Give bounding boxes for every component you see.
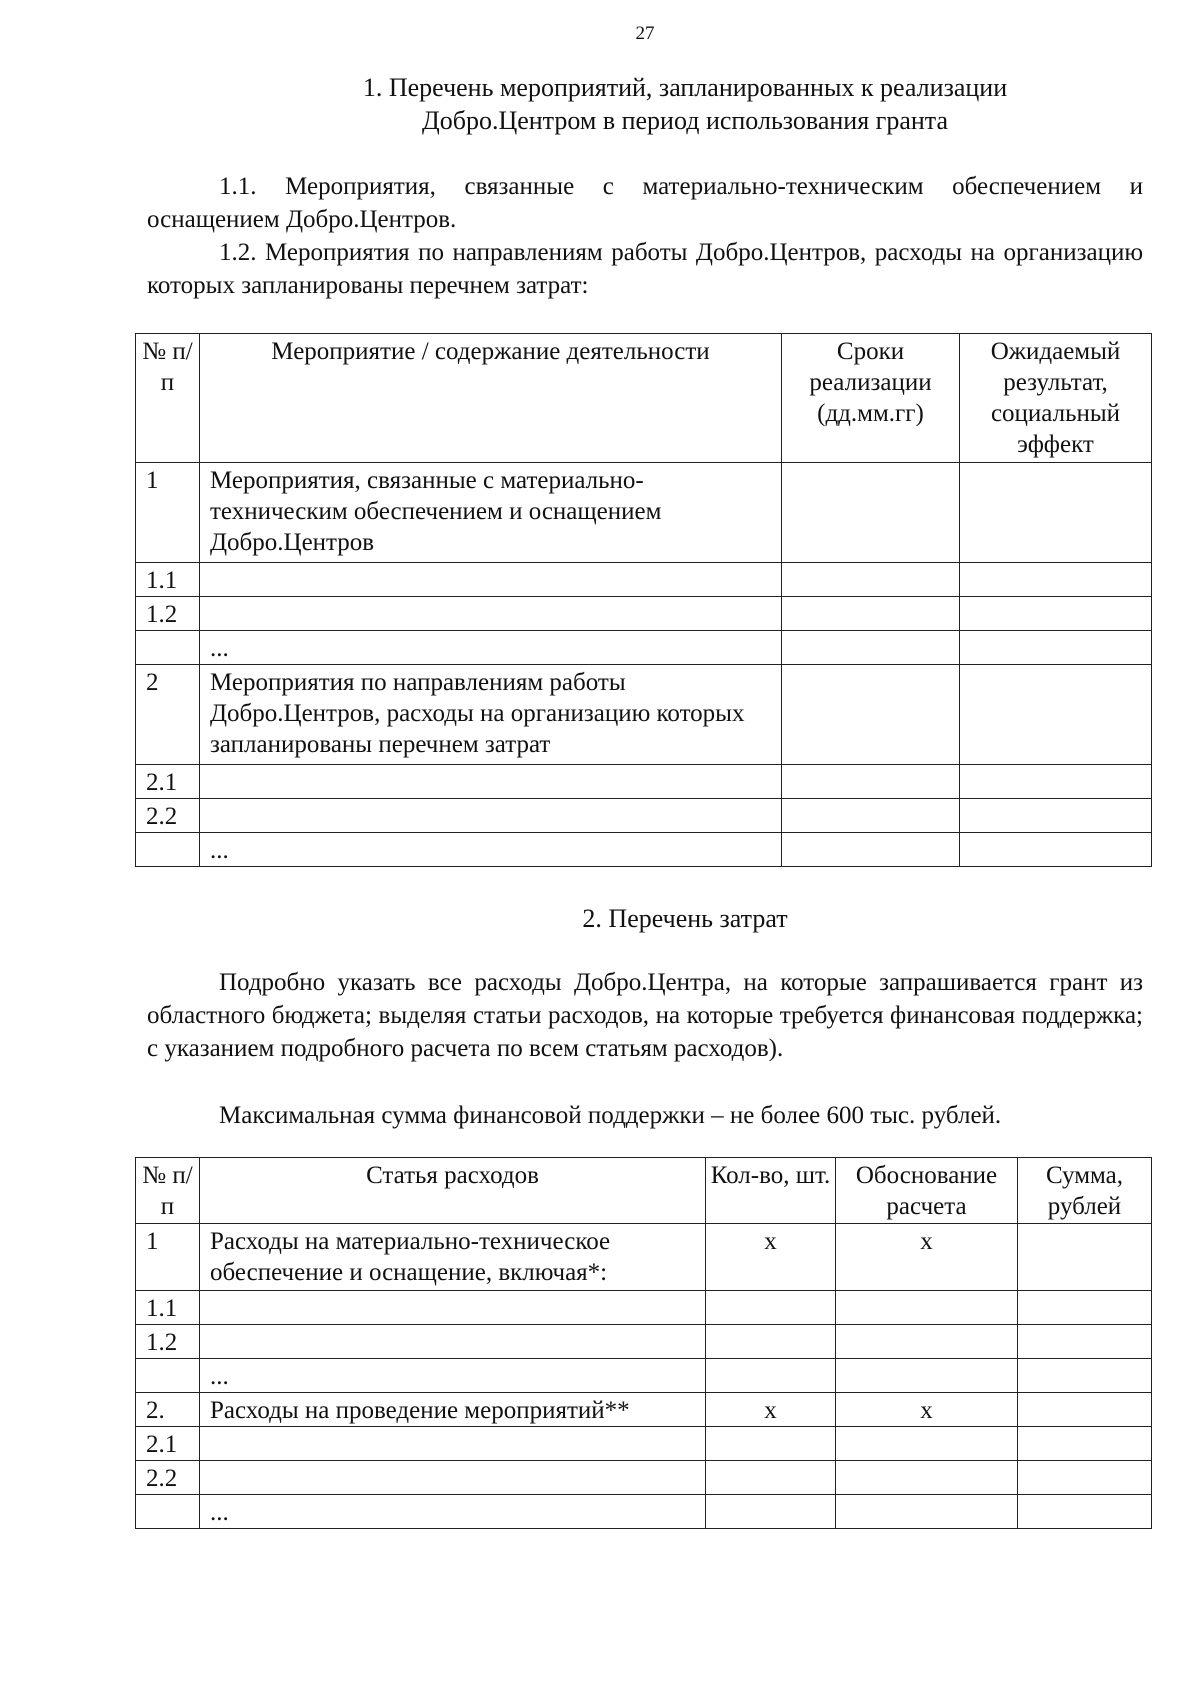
paragraph-2-2: Максимальная сумма финансовой поддержки – не более 600 тыс. рублей. — [219, 1102, 1002, 1129]
row-item — [200, 1325, 706, 1359]
row-sum — [1018, 1495, 1152, 1529]
table-row — [136, 1325, 1152, 1359]
row-sum — [1018, 1359, 1152, 1393]
row-dates — [782, 563, 960, 597]
row-result — [960, 563, 1152, 597]
row-dates — [782, 765, 960, 799]
table-row — [136, 833, 1152, 867]
row-num: 2 — [136, 665, 200, 765]
section1-title — [140, 71, 1200, 137]
header-dates: Сроки реализации (дд.мм.гг) — [782, 334, 960, 463]
row-result — [960, 765, 1152, 799]
table-row — [136, 1495, 1152, 1529]
row-qty — [706, 1427, 836, 1461]
row-dates — [782, 631, 960, 665]
header-num: № п/п — [136, 334, 200, 463]
row-basis — [836, 1427, 1018, 1461]
page-number: 27 — [635, 23, 655, 44]
events-table — [135, 333, 1152, 867]
row-num: 1 — [136, 463, 200, 563]
row-num — [136, 833, 200, 867]
row-item — [200, 1427, 706, 1461]
row-num: 1.2 — [136, 597, 200, 631]
row-basis — [836, 1461, 1018, 1495]
row-sum — [1018, 1427, 1152, 1461]
row-event — [200, 563, 782, 597]
row-qty — [706, 1291, 836, 1325]
row-sum — [1018, 1224, 1152, 1291]
table-row — [136, 1461, 1152, 1495]
row-qty — [706, 1359, 836, 1393]
table-row — [136, 563, 1152, 597]
row-dates — [782, 665, 960, 765]
row-qty — [706, 1461, 836, 1495]
row-event — [200, 799, 782, 833]
row-event: ... — [200, 631, 782, 665]
row-num: 1.1 — [136, 563, 200, 597]
row-basis — [836, 1291, 1018, 1325]
table-row — [136, 463, 1152, 563]
row-event: Мероприятия, связанные с материально-техническим обеспечением и оснащением Добро.Центров — [200, 463, 782, 563]
row-result — [960, 631, 1152, 665]
table-row — [136, 1393, 1152, 1427]
row-qty — [706, 1325, 836, 1359]
table-row — [136, 1427, 1152, 1461]
row-sum — [1018, 1461, 1152, 1495]
row-item: Расходы на проведение мероприятий** — [200, 1393, 706, 1427]
row-num: 2. — [136, 1393, 200, 1427]
row-num: 2.2 — [136, 1461, 200, 1495]
row-basis: х — [836, 1393, 1018, 1427]
expenses-table-header — [136, 1158, 1152, 1224]
row-sum — [1018, 1291, 1152, 1325]
table-row — [136, 1291, 1152, 1325]
table-row — [136, 765, 1152, 799]
table-row — [136, 1359, 1152, 1393]
row-num: 2.2 — [136, 799, 200, 833]
row-num: 1.1 — [136, 1291, 200, 1325]
table-row — [136, 631, 1152, 665]
row-num: 1 — [136, 1224, 200, 1291]
row-result — [960, 463, 1152, 563]
row-basis: х — [836, 1224, 1018, 1291]
row-basis — [836, 1325, 1018, 1359]
header-item: Статья расходов — [200, 1158, 706, 1224]
row-result — [960, 665, 1152, 765]
row-dates — [782, 463, 960, 563]
row-qty — [706, 1495, 836, 1529]
row-event — [200, 765, 782, 799]
row-basis — [836, 1359, 1018, 1393]
row-sum — [1018, 1325, 1152, 1359]
table-row — [136, 799, 1152, 833]
row-sum — [1018, 1393, 1152, 1427]
row-num: 1.2 — [136, 1325, 200, 1359]
expenses-table — [135, 1157, 1152, 1529]
section2-title: 2. Перечень затрат — [582, 904, 788, 933]
row-event: Мероприятия по направлениям работы Добро.Центров, расходы на организацию которых запланированы перечнем затрат — [200, 665, 782, 765]
paragraph-2-1: Подробно указать все расходы Добро.Центра, на которые запрашивается грант из областного бюджета; выделяя статьи расходов, на которые требуется финансовая поддержка; с указанием подробного расчета по всем статьям расходов). — [147, 969, 1143, 1062]
row-dates — [782, 833, 960, 867]
row-result — [960, 833, 1152, 867]
paragraph-1-2: 1.2. Мероприятия по направлениям работы Добро.Центров, расходы на организацию которых запланированы перечнем затрат: — [147, 239, 1143, 299]
row-num: 2.1 — [136, 1427, 200, 1461]
row-event: ... — [200, 833, 782, 867]
row-item — [200, 1461, 706, 1495]
header-num: № п/п — [136, 1158, 200, 1224]
header-basis: Обоснование расчета — [836, 1158, 1018, 1224]
table-row — [136, 665, 1152, 765]
row-item: Расходы на материально-техническое обеспечение и оснащение, включая*: — [200, 1224, 706, 1291]
row-result — [960, 597, 1152, 631]
row-num — [136, 1495, 200, 1529]
table-row — [136, 597, 1152, 631]
row-qty: х — [706, 1224, 836, 1291]
row-num: 2.1 — [136, 765, 200, 799]
header-result: Ожидаемый результат, социальный эффект — [960, 334, 1152, 463]
row-item — [200, 1291, 706, 1325]
paragraph-1-1: 1.1. Мероприятия, связанные с материально-техническим обеспечением и оснащением Добро.Центров. — [147, 173, 1143, 233]
row-item: ... — [200, 1495, 706, 1529]
row-event — [200, 597, 782, 631]
row-num — [136, 1359, 200, 1393]
section1-title-line1: 1. Перечень мероприятий, запланированных к реализации — [362, 73, 1008, 102]
row-item: ... — [200, 1359, 706, 1393]
table-row — [136, 1224, 1152, 1291]
section1-title-line2: Добро.Центром в период использования гранта — [421, 106, 949, 135]
row-dates — [782, 597, 960, 631]
row-result — [960, 799, 1152, 833]
header-event: Мероприятие / содержание деятельности — [200, 334, 782, 463]
row-dates — [782, 799, 960, 833]
header-sum: Сумма, рублей — [1018, 1158, 1152, 1224]
row-qty: х — [706, 1393, 836, 1427]
header-qty: Кол-во, шт. — [706, 1158, 836, 1224]
events-table-header — [136, 334, 1152, 463]
row-num — [136, 631, 200, 665]
row-basis — [836, 1495, 1018, 1529]
